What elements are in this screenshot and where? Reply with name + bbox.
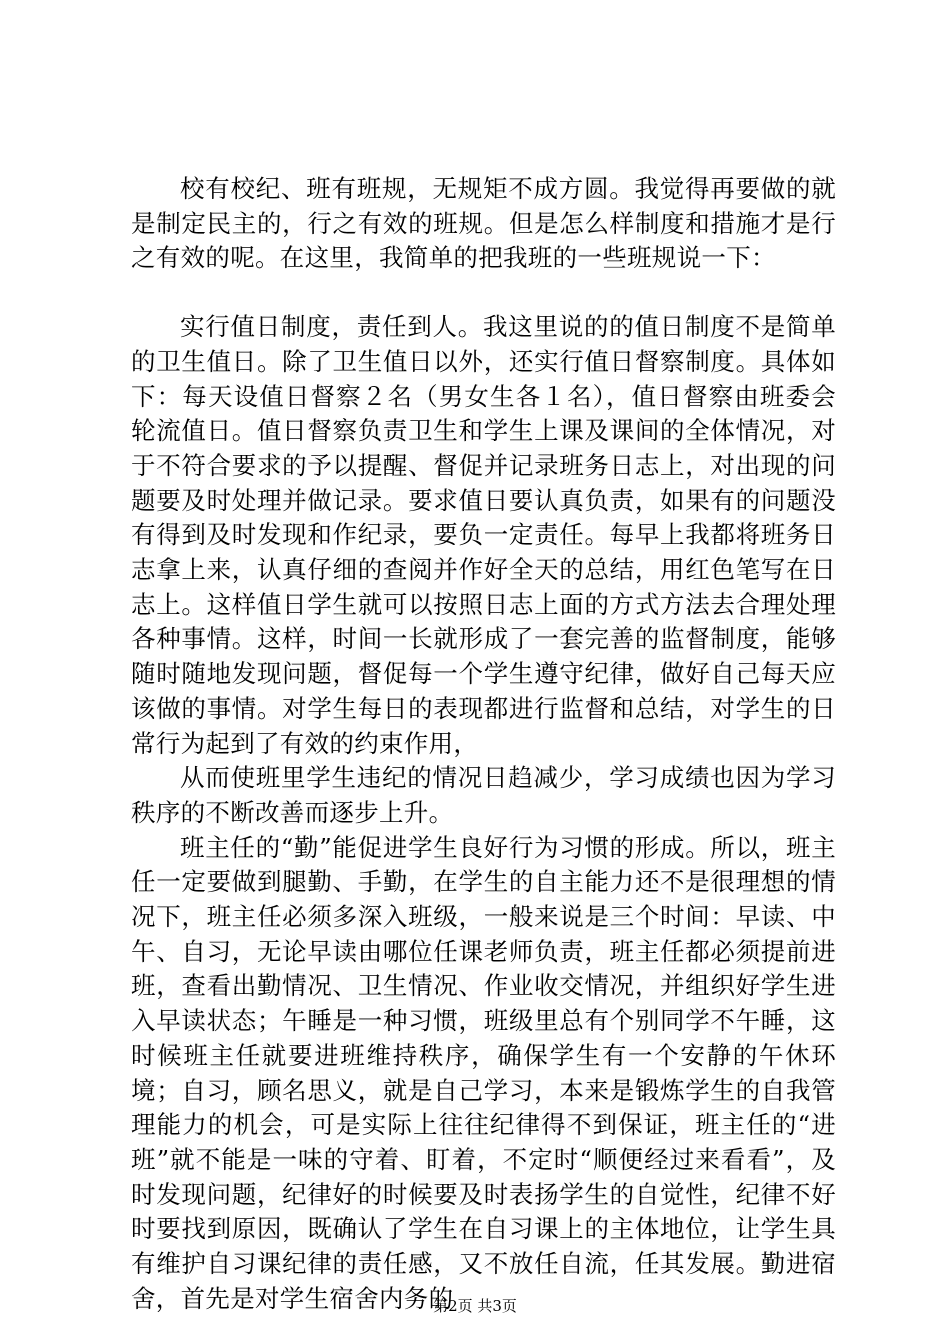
paragraph-class-rules-intro: 校有校纪、班有班规，无规矩不成方圆。我觉得再要做的就是制定民主的，行之有效的班规。但是怎么样制度和措施才是行之有效的呢。在这里，我简单的把我班的一些班规说一下： [131,174,836,273]
document-body [131,172,836,1317]
page-number-footer: 第2页 共3页 [433,1297,517,1315]
paragraph-duty-result: 从而使班里学生违纪的情况日趋减少，学习成绩也因为学习秩序的不断改善而逐步上升。 [131,763,836,827]
paragraph-duty-system: 实行值日制度，责任到人。我这里说的的值日制度不是简单的卫生值日。除了卫生值日以外，还实行值日督察制度。具体如下：每天设值日督察２名（男女生各１名），值日督察由班委会轮流值日。值日督察负责卫生和学生上课及课间的全体情况，对于不符合要求的予以提醒、督促并记录班务日志上，对出现的问题要及时处理并做记录。要求值日要认真负责，如果有的问题没有得到及时发现和作纪录，要负一定责任。每早上我都将班务日志拿上来，认真仔细的查阅并作好全天的总结，用红色笔写在日志上。这样值日学生就可以按照日志上面的方式方法去合理处理各种事情。这样，时间一长就形成了一套完善的监督制度，能够随时随地发现问题，督促每一个学生遵守纪律，做好自己每天应该做的事情。对学生每日的表现都进行监督和总结，对学生的日常行为起到了有效的约束作用， [131,312,836,758]
paragraph-spacer [131,276,836,310]
paragraph-teacher-diligence: 班主任的“勤”能促进学生良好行为习惯的形成。所以，班主任一定要做到腿勤、手勤，在学生的自主能力还不是很理想的情况下，班主任必须多深入班级，一般来说是三个时间：早读、中午、自习，无论早读由哪位任课老师负责，班主任都必须提前进班，查看出勤情况、卫生情况、作业收交情况，并组织好学生进入早读状态；午睡是一种习惯，班级里总有个别同学不午睡，这时候班主任就要进班维持秩序，确保学生有一个安静的午休环境；自习，顾名思义，就是自己学习，本来是锻炼学生的自我管理能力的机会，可是实际上往往纪律得不到保证，班主任的“进班”就不能是一味的守着、盯着，不定时“顺便经过来看看”，及时发现问题，纪律好的时候要及时表扬学生的自觉性，纪律不好时要找到原因，既确认了学生在自习课上的主体地位，让学生具有维护自习课纪律的责任感，又不放任自流，任其发展。勤进宿舍，首先是对学生宿舍内务的 [131,832,837,1313]
